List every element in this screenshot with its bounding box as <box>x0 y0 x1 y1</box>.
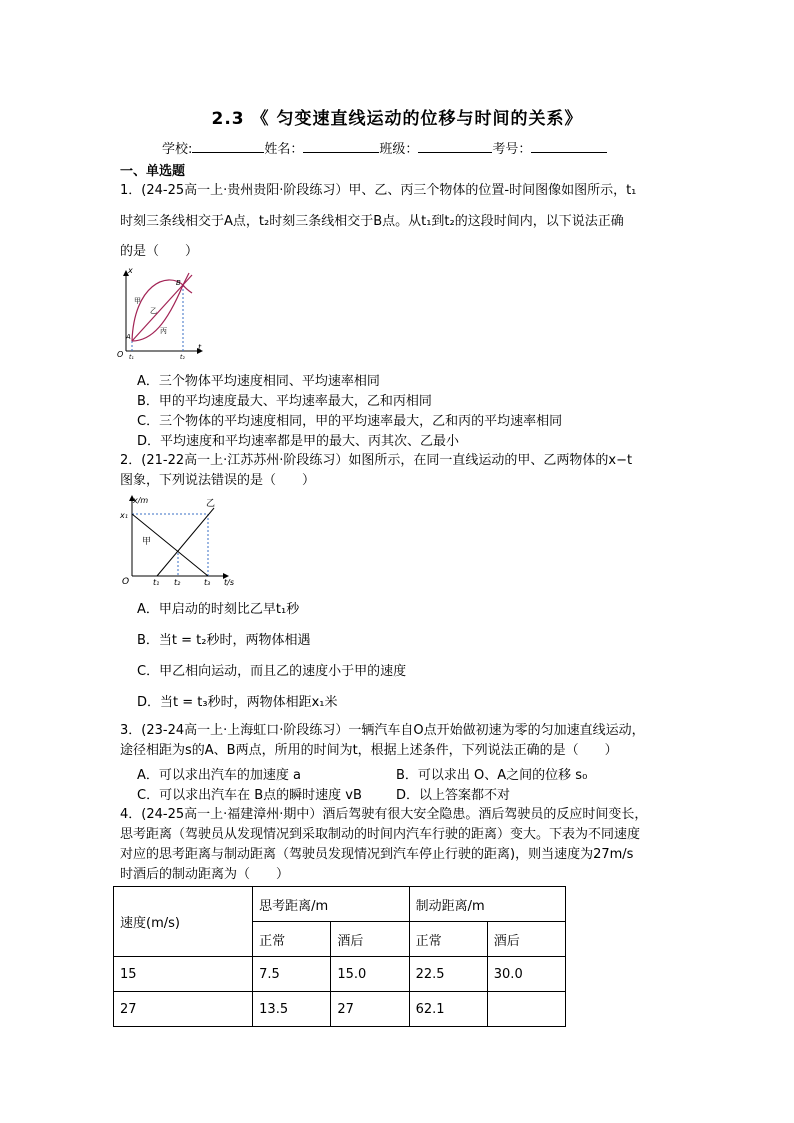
think-distance-header: 思考距离/m <box>253 887 409 922</box>
school-blank[interactable] <box>192 139 264 153</box>
q2-t-label: t/s <box>224 578 234 587</box>
q2-label-jia: 甲 <box>142 537 152 547</box>
q1-point-a: A <box>126 333 131 341</box>
q2-option-d[interactable]: D．当t = t₃秒时，两物体相距x₁米 <box>137 695 338 710</box>
name-blank[interactable] <box>303 139 379 153</box>
q3-line2: 途径相距为s的A、B两点，所用的时间为t，根据上述条件，下列说法正确的是（ ） <box>120 743 618 758</box>
q3-option-b[interactable]: B．可以求出 O、A之间的位移 s₀ <box>396 768 588 783</box>
q1-graph <box>112 265 207 360</box>
q1-option-c[interactable]: C．三个物体的平均速度相同，甲的平均速率最大，乙和丙的平均速率相同 <box>137 414 563 429</box>
class-blank[interactable] <box>418 139 492 153</box>
q3-option-d[interactable]: D．以上答案都不对 <box>396 788 511 803</box>
q3-option-a[interactable]: A．可以求出汽车的加速度 a <box>137 768 301 783</box>
q3-option-c[interactable]: C．可以求出汽车在 B点的瞬时速度 vB <box>137 788 362 803</box>
q2-y-label: x/m <box>133 496 149 505</box>
id-blank[interactable] <box>531 139 607 153</box>
q2-origin-label: O <box>122 577 130 587</box>
think-normal-header: 正常 <box>253 922 331 957</box>
page-title: 2.3 《 匀变速直线运动的位移与时间的关系》 <box>211 109 583 129</box>
q4-line2: 思考距离（驾驶员从发现情况到采取制动的时间内汽车行驶的距离）变大。下表为不同速度 <box>120 827 641 842</box>
q1-label-jia: 甲 <box>134 297 141 305</box>
table-cell: 30.0 <box>487 957 565 992</box>
q2-line2: 图象，下列说法错误的是（ ） <box>120 473 316 488</box>
speed-header: 速度(m/s) <box>114 887 253 957</box>
q2-label-yi: 乙 <box>206 499 216 509</box>
q4-line3: 对应的思考距离与制动距离（驾驶员发现情况到汽车停止行驶的距离)，则当速度为27m/s <box>120 847 634 862</box>
table-cell-blank <box>487 992 565 1027</box>
q1-option-b[interactable]: B．甲的平均速度最大、平均速率最大，乙和丙相同 <box>137 394 432 409</box>
q2-line1: 2．(21-22高一上·江苏苏州·阶段练习）如图所示，在同一直线运动的甲、乙两物体的x−t <box>120 453 633 468</box>
table-header-row <box>114 887 566 922</box>
brake-distance-header: 制动距离/m <box>409 887 565 922</box>
q1-t-label: t <box>198 343 202 352</box>
table-cell: 22.5 <box>409 957 487 992</box>
q1-label-bing: 丙 <box>160 327 167 335</box>
q1-line3: 的是（ ） <box>120 244 199 259</box>
student-info <box>162 138 607 157</box>
q2-t1-label: t₁ <box>153 578 160 587</box>
q1-t2-label: t₂ <box>180 354 185 360</box>
table-cell: 7.5 <box>253 957 331 992</box>
q2-option-a[interactable]: A．甲启动的时刻比乙早t₁秒 <box>137 602 300 617</box>
q1-line1: 1．(24-25高一上·贵州贵阳·阶段练习）甲、乙、丙三个物体的位置-时间图像如图所示，t₁ <box>120 183 637 198</box>
q2-option-c[interactable]: C．甲乙相向运动，而且乙的速度小于甲的速度 <box>137 664 407 679</box>
q1-t1-label: t₁ <box>129 354 134 360</box>
q1-option-d[interactable]: D．平均速度和平均速率都是甲的最大、丙其次、乙最小 <box>137 434 460 449</box>
q2-graph <box>112 492 242 587</box>
table-row <box>114 957 566 992</box>
q1-point-b: B <box>176 279 181 287</box>
brake-drunk-header: 酒后 <box>487 922 565 957</box>
q2-x1-label: x₁ <box>120 511 128 520</box>
q1-label-yi: 乙 <box>150 307 157 315</box>
distance-table <box>113 886 566 1027</box>
q2-option-b[interactable]: B．当t = t₂秒时，两物体相遇 <box>137 633 311 648</box>
q1-x-label: x <box>128 266 133 275</box>
school-label: 学校: <box>162 142 193 157</box>
table-cell: 27 <box>114 992 253 1027</box>
q2-t3-label: t₃ <box>204 578 211 587</box>
class-label: 班级： <box>379 142 419 157</box>
q2-t2-label: t₂ <box>174 578 181 587</box>
section-heading: 一、单选题 <box>120 164 186 179</box>
q1-origin-label: O <box>117 350 124 359</box>
q4-line4: 时酒后的制动距离为（ ） <box>120 867 290 882</box>
name-label: 姓名： <box>264 142 304 157</box>
id-label: 考号： <box>492 142 532 157</box>
brake-normal-header: 正常 <box>409 922 487 957</box>
q4-line1: 4．(24-25高一上·福建漳州·期中）酒后驾驶有很大安全隐患。酒后驾驶员的反应时间变长， <box>120 807 648 822</box>
table-cell: 13.5 <box>253 992 331 1027</box>
table-cell: 62.1 <box>409 992 487 1027</box>
table-cell: 27 <box>331 992 409 1027</box>
think-drunk-header: 酒后 <box>331 922 409 957</box>
q1-option-a[interactable]: A．三个物体平均速度相同、平均速率相同 <box>137 374 380 389</box>
table-cell: 15 <box>114 957 253 992</box>
table-row <box>114 992 566 1027</box>
q3-line1: 3．(23-24高一上·上海虹口·阶段练习）一辆汽车自O点开始做初速为零的匀加速直线运动， <box>120 723 645 738</box>
q1-line2: 时刻三条线相交于A点，t₂时刻三条线相交于B点。从t₁到t₂的这段时间内，以下说法正确 <box>120 214 624 229</box>
table-cell: 15.0 <box>331 957 409 992</box>
